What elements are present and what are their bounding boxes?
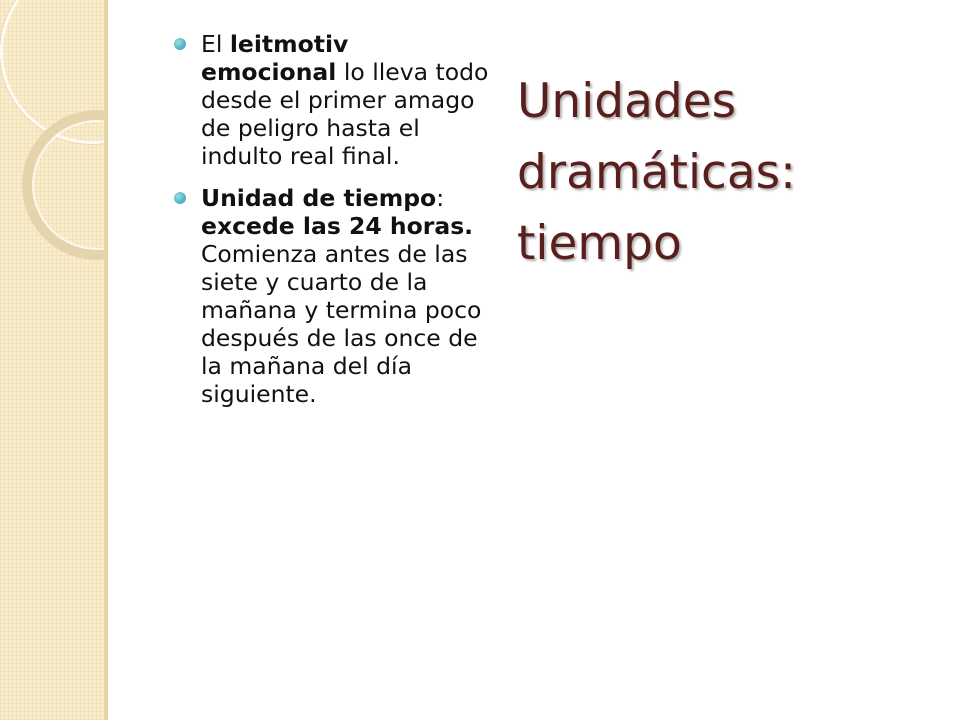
bullet-item — [172, 184, 490, 408]
slide-title-line: dramáticas: — [517, 145, 796, 200]
bullet-text-bold: Unidad de tiempo — [201, 184, 437, 212]
bullet-text-bold: leitmotiv emocional — [201, 30, 349, 86]
slide-title-line: tiempo — [517, 216, 682, 271]
bullet-list — [172, 30, 490, 408]
bullet-text: : — [436, 184, 445, 212]
decorative-ring — [22, 110, 104, 260]
bullet-item — [172, 30, 490, 170]
bullet-text: lo lleva todo desde el primer amago de peligro hasta el indulto real final. — [201, 58, 489, 170]
bullet-text-bold: excede las 24 horas. — [201, 212, 474, 240]
side-band-edge — [104, 0, 108, 720]
bullet-text: Comienza antes de las siete y cuarto de la mañana y termina poco después de las once de la mañana del día siguiente. — [201, 240, 482, 408]
bullet-dot-icon — [174, 38, 186, 50]
bullet-content — [172, 30, 490, 422]
slide-title-line: Unidades — [517, 74, 737, 129]
bullet-dot-icon — [174, 192, 186, 204]
bullet-text: El — [201, 30, 230, 58]
decorative-side-band — [0, 0, 104, 720]
slide-title — [517, 66, 937, 279]
